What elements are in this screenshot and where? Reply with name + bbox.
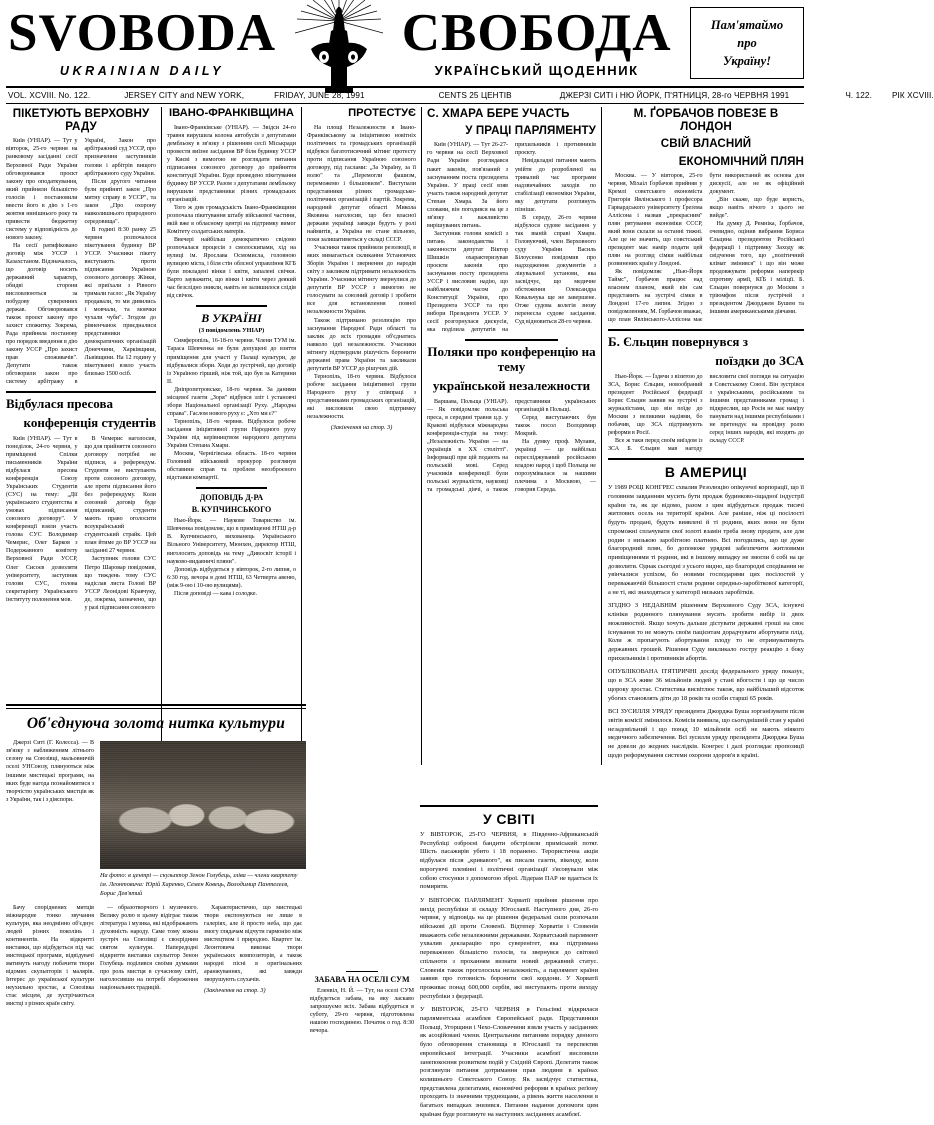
col4-body-2	[427, 398, 596, 494]
section-divider	[196, 487, 267, 489]
america-item: ЗГІДНО З НЕДАВНІМ рішенням Верховного Суду ЗСА, існуючі клініки родинного плянування мусять зробити вибір із двох можливостей. Якщо хочуть дальше дістувати державні гроші на своє існування то не можуть своїм пацієнтам дорадчувати абортувати плід. Коли ж пропагують абортування плоду то не отримуватимуть державних грошей. Рішення Суду викликало гостру реакцію з боку прихильників і противників абортів.	[608, 602, 804, 662]
paragraph: Того ж дня громадськість Івано-Франківщини розпочала пікетування штабу військової частини, якій вже в обласному центрі на підтримку вимог Комітету солдатських матерів.	[167, 205, 296, 236]
fun-section	[310, 968, 414, 1035]
world-item: У ВІВТОРОК, 25-ГО ЧЕРВНЯ, в Південно-Африканській Республіці озброєні бандити обстріляли приміський потяг. Шість пасажирів убито і 18 поранено. Терористична акція відбулася після „кривавого", як писали газети, вікенду, коли ворогуючі племінні і політичні організації з'ясовували між собою стосунки з допомогою зброї. Лідерам ПАР не вдається їх помирити.	[420, 831, 598, 891]
headline-dopovid-line1: ДОПОВІДЬ Д-РА	[199, 493, 264, 503]
paragraph: Київ (УНІАР). — Тут у вівторок, 25-го червня на ранковому засіданні сесії Верховної Ради України обговорювався проєкт закону про оподаткування, який прийняли більшістю голосів і постановили ввести його в дію з 1-го жовтня нинішнього року та привести бюджетну систему у відповідність до нового закону.	[6, 138, 78, 241]
section-divider	[608, 458, 804, 460]
paragraph: Київ (УНІАР). — Тут в понеділок, 24-го червня, у приміщенні Спілки письменників України відбулася пресова конференція Союзу Українських Студентів (СУС) на тему: „Дії українського студентства в умовах підписання союзного договору". У конференції взяли участь голова СУС Володимир Чемерис, Олег Барков з Подержавного комітету Верховної Ради УССР, Олег Сисоєв дозволяти університету, заступник голови СУС, голова секретаріяту Українського інституту полонення мов.	[6, 436, 78, 603]
feature-section	[6, 700, 306, 1008]
paragraph: Все ж таки перед своїм виїздом із ЗСА Б. Єльцин мав нагоду висловити свої погляди на ситуацію в Совєтському Союзі. Він зустрівся з українськими, російськими та іншими представниками громад і підкреслив, що Росія не має наміру панувати над іншими республіками і не претендує на провідну ролю серед інших народів, які входять до складу СССР.	[608, 374, 804, 453]
america-item: ВСІ ЗУСИЛЛЯ УРЯДУ президента Джорджа Буша зорганізувати після звітів комісії змінилося. Комісія виявила, що сьогоднішній стан у країні незадовільний і що понад 10 мільйонів осіб не мають ніякого медичного забезпечення. Всі зусилля уряду президента Джорджа Буша не довели до жодних наслідків. Конгрес і далі розглядає пропозиції щодо реформування системи охорони здоров'я в країні.	[608, 708, 804, 759]
section-divider	[6, 391, 156, 393]
paragraph: Заступник голови комісії з питань законодавства і законности депутат Віктор Шишкін охарактеризував проєкти законів про заснування посту президента УССР і висловив надію, що найближчим часом до Конституції України, про Президента УССР та про вибори Президента УССР. У сесії розгорнулася дискусія, яка поділила депутатів на прихильників і противників проєкту.	[427, 142, 596, 334]
headline-poles-line1: Поляки про конференцію на тему	[427, 344, 596, 374]
headline-gorbachev-line1: М. ҐОРБАЧОВ ПОВЕЗЕ В ЛОНДОН	[633, 107, 779, 134]
column-2	[161, 107, 301, 765]
dateline-rule-bottom	[6, 103, 804, 104]
headline-khmara-line1: С. ХМАРА БЕРЕ УЧАСТЬ	[427, 107, 570, 120]
paragraph: Заступник голови СУС Петро Шаровар повідомив, що тиждень тому СУС надіслав листа Голові ВР УССР Леонідові Кравчуку, де, зокрема, зазначено, що у разі підписання союзного	[84, 556, 156, 611]
masthead-english	[6, 4, 278, 78]
paragraph: Джерзі Ситі (Г. Колесса). — В зв'язку з наближенням літнього сезону на Союзівці, мальовничій оселі УНСоюзу, плянуються між іншими мистецькі програми, на яких буде нагода познайомитися з творчістю українських мистців як з України, так і з діяспори.	[6, 740, 94, 803]
section-title-america: В АМЕРИЦІ	[664, 464, 748, 481]
headline-yeltsin-line2: поїздки до ЗСА	[715, 353, 804, 369]
section-divider	[465, 339, 558, 341]
paragraph: В середу, 26-го червня відбулося судове засідання у так званій справі Хмари. Головуючий, член Верховного суду України Василь Білоусенко повідомив про надходження документів з лікувальної установи, яка засвідчує, що медичне обстеження Олександра Ковальчука ще не завершене. Отже судова колегія знову перенесла судове засідання. Суд відновиться 28-го червня.	[515, 214, 596, 326]
paragraph: Варшава, Польща (УНІАР). — Як повідомляє польська преса, в середині травня ц.р. у Кракові відбулася міжнародна конференція-студія на тему: „Незалежність України — на українців в XX столітті". Інформації при цій подають на польській мові. Серед учасників конференції були польські журналісти, науковці та громадські діячі, а також представники українських організацій в Польщі.	[427, 398, 596, 493]
paragraph: Москва. — У вівторок, 25-го червня, Міхаіл Ґорбачов прийняв у Кремлі совєтського економіста Григорія Явлінського і професора Гарвардського університету Ґреґема Аллісона і назвав „прекрасним" плян рятування економіки СССР, який вони склали за останні тижні. Але це не значить, що совєтський президент має намір подати цей плян на розгляд сімки найбільш розвинених країн у Лондоні.	[608, 172, 703, 268]
masthead-subtitle-uk: УКРАЇНСЬКИЙ ЩОДЕННИК	[434, 63, 639, 79]
column-5	[601, 107, 804, 765]
masthead-ukrainian	[401, 3, 673, 79]
motto-line-1: Пам'ятаймо	[710, 17, 784, 32]
kicker-v-ukraini: В УКРАЇНІ	[201, 311, 262, 326]
paragraph: В годині 8:30 ранку 25 червня розпочалося пікетування будинку ВР УССР. Учасники пікету виступають проти підписання Україною союзного договору. Жінки, які приїхали з Рівного тримали гасло: „Як Україну продавали, то ми дивились і мовчали, та мовчки чухали чуби". Згодом до рівненчанок приєдналися представники демократичних організацій Донеччини, Харківщини, Львівщини. На 12 годину у пікетуванні взяло участь близько 1500 осіб.	[84, 226, 156, 378]
col1-body	[6, 137, 156, 386]
dateline-price: CENTS 25 ЦЕНТІВ	[438, 91, 512, 100]
paragraph: Симферопіль, 16-18-го червня. Члени ТУМ ім. Тараса Шевченка не були допущені до взяття приміщення для участі у Палаці культури, де відбувалися збори. Ходи до зустрічей, що договір із Україною гірший, ніж той, що був за Катерини II.	[167, 338, 296, 385]
continuation-note: (Закінчення на стор. 3)	[330, 423, 393, 431]
dateline-volume: VOL. XCVIII. No. 122.	[8, 91, 91, 100]
col3-body	[307, 124, 416, 421]
dateline-city-uk: ДЖЕРЗІ СИТІ і НЮ ЙОРК, П'ЯТНИЦЯ, 28-го ЧЕРВНЯ 1991	[559, 91, 790, 100]
headline-picket-parliament: ПІКЕТУЮТЬ ВЕРХОВНУ РАДУ	[12, 107, 150, 134]
main-columns	[6, 107, 804, 765]
world-item: У ВІВТОРОК, 25-ГО ЧЕРВНЯ в Гельсінкі відкрилася парляментська асамблея Європейської ради. Представники Польщі, Угорщини і Чехо-Словаччини взяли участь у засіданнях як асоційовані члени. Центральним питанням порядку денного було обговорення становища в Югославії та перспектив европейської інтеграції. Учасники асамблеї висловили занепокоєння розвитком подій у Східній Європі. Делегати також розглянули питання дотримання прав людини в країнах колишнього Совєтського Союзу. Як засвідчує статистика, представлена делегатами, економічні реформи в країнах реґіону проходять із значними труднощами, а рівень життя населення в багатьох випадках знизився. Питання надання допомоги цим країнам буде розглянуте на наступних засіданнях асамблеї.	[420, 1006, 598, 1118]
feature-divider	[6, 704, 306, 709]
col5-body	[608, 172, 804, 325]
paragraph: Бачу споріднених митців міжнародне тонко звучання культури, яка неодмінно об'єднує людей різних поколінь і континентів. На відкритті виставки, що відбудеться під час мистецької програми, відвідувачі матимуть нагоду побачити твори відомих скульпторів і малярів. Інтерес до української культури неухильно зростає, а Союзівка стає місцем, де зустрічаються мистці з різних країн світу.	[6, 905, 94, 1008]
paragraph: Тернопіль, 18-го червня. Відбулося робоче засідання ініціятивної групи Народного руху у співпраці з представниками громадських організацій, які висловили свою підтримку незалежности.	[307, 373, 416, 420]
section-divider	[608, 329, 804, 331]
headline-dopovid-line2: В. КУПЧИНСЬКОГО	[191, 505, 272, 515]
section-divider	[196, 305, 267, 307]
feature-photo	[100, 741, 306, 869]
dateline-year-uk: РІК XCVIII.	[891, 91, 934, 100]
motto-line-2: про	[737, 35, 757, 50]
paragraph: Невідкладні питання мають увійти до розробленої на тривалий час програми надзвичайних заходів по стабілізації економіки України, яку депутати розглянуть пізніше.	[515, 158, 596, 213]
headline-protestuye: ПРОТЕСТУЄ	[348, 107, 416, 119]
paragraph: Нью-Йорк. — Наукове Товариство ім. Шевченка повідомляє, що в приміщенні НТШ д-р В. Купчинського, вихованець Українського Вільного Університету, Мюнхен, директор НТШ, виголосить доповідь на тему „Дивосвіт історії і науково-видавничі пляни".	[167, 518, 296, 565]
column-4	[421, 107, 601, 765]
headline-poles-line2: українськой незалежности	[432, 377, 591, 393]
headline-gorbachev-line3: ЕКОНОМІЧНИЙ ПЛЯН	[678, 154, 804, 168]
motto-line-3: Україну!	[722, 54, 771, 69]
dateline-date-en: FRIDAY, JUNE 28, 1991	[274, 91, 365, 100]
headline-press-conference-line2: конференція студентів	[23, 415, 156, 431]
paragraph: Після доповіді — кава і солодке.	[174, 590, 258, 597]
paragraph: Серед виступаючих був також посол Володимир Мокрий.	[515, 414, 596, 437]
paragraph: — образотворчого і музичного. Велику ролю в цьому відіграє також література і музика, які відображають духовність народу. Саме тому кожна зустріч на Союзівці є своєрідним святом культури. Напередодні відкриття виставки скульптор Зенон Голубець поділився своїми думками про роль мистця в сучасному світі, наголосивши на потребі збереження національних традицій.	[100, 905, 198, 992]
motto-box	[690, 7, 804, 79]
col4-body	[427, 141, 596, 334]
paragraph: На площі Незалежности в Івано-Франківському за ініціятивою новітніх політичних та громадських організацій відбувся багатотисячний мітинг протесту проти підписання Україною союзного договору, під гаслами: „За Україну, за її волю" та „Перемогли фашизм, переможемо і більшовизм". Виступали представники різних громадсько-політичних організацій і партій. Зокрема, народний депутат області Микола Яковина наголосив, що без власної держави українці завжди будуть у ролі наймитів, а Україна не стане вільною, поки залишатиметься у складі СССР.	[307, 124, 416, 244]
headline-yeltsin-line1: Б. Єльцин повернувся з	[608, 334, 748, 350]
section-divider	[346, 971, 377, 972]
paragraph: Учасники також прийняли резолюції, в яких вимагається скликання Установчих Зборів України і звернення до народів світу з закликом підтримати незалежність України. Учасники мітингу звернулися до депутатів ВР УССР з вимогою не голосувати за союзний договір і зробити все для встановлення повної незалежности України.	[307, 245, 416, 316]
paragraph: Доповідь відбудеться у вівторок, 2-го липня, о 6:30 год. вечора в домі НТШ, 63 Четверта авеню, (між 9-ою і 10-ою вулицями).	[167, 566, 296, 589]
col2-body-3	[167, 517, 296, 597]
col2-body-2	[167, 337, 296, 482]
dateline-bar	[6, 88, 934, 103]
dateline-city-en: JERSEY CITY and NEW YORK,	[124, 91, 245, 100]
headline-khmara-line2: У ПРАЦІ ПАРЛЯМЕНТУ	[465, 124, 596, 138]
paragraph: В Чемерис наголосив, що для прийняття союзного договору потрібні не підписи, а референдум. Студенти не виступають проти союзного договору, але проти підписання його без референдуму. Коли союзний договір буде підписаний, студенти мають право оголосити всеукраїнський студентський страйк. Цей план йтиме до ВР УССР на засіданні 27 червня.	[84, 436, 156, 555]
kicker-source: (З повідомлень УНІАР)	[198, 327, 265, 335]
paragraph: Також підтримано резолюцію про заснування Народної Ради області та заклик до всіх громадян об'єднатись навколо ідеї незалежности. Учасники мітингу підтвердили рішучість боронити державні права України та закликали депутатів ВР УССР до рішучих дій.	[307, 317, 416, 372]
paragraph: Еленвіл, Н. Й. — Тут, на оселі СУМ відбудеться забава, на яку ласкаво запрошуємо всіх. Забава відбудеться в суботу, 29-го червня, підготовлена нашою господинею. Початок о год. 8:30 вечора.	[310, 988, 414, 1035]
america-item: У 1989 РОЦІ КОНГРЕС схвалив Резолюцію опікунчої корпорації, що її головним завданням мусить бути продаж будинково-ощадної індустрії країни та, як це відомо, разом з цим відбудеться продаж тисячі житлових осель на території країни. Але раніше, ніж ці посілості будуть продані, будуть виявлені й ті родини, яких вони не були спроможні сплачувати свої золоті взамін треба знову продати, але для родин з низькою заробітною платнею. Всі погодились, що це дуже благородний плян, бо допоможе урядові забезпечити житловими приміщеннями ті родини, які в іншому випадку не змогли б собі на це дозволити. Однак сьогодні з усього видно, що благородні сподівання не увінчалися успіхом, бо новими господарями цих посілостей у переважаючій більшості стали родини середньо-заробіткової категорії, а не ті, які знаходяться у категорії низьких заробітків.	[608, 484, 804, 596]
headline-zabava: ЗАБАВА НА ОСЕЛІ СУМ	[314, 975, 410, 984]
headline-ivano-frankivshchyna: ІВАНО-ФРАНКІВЩИНА	[168, 107, 295, 119]
dateline-number-uk: Ч. 122.	[845, 91, 872, 100]
paragraph: На сесії ратифіковано договір між УССР і Казахстаном. Відзначалось, що договір носить державний характер, обидві сторони висловлюються за побудову суверенних держав. Обговорювався також проєкт закону про захист спожитку. Зокрема, Рада прийняла постанову про порядок введення в дію закону УССР „Про захист прав споживачів". Депутати також обговорили закон про систему арбітражу в Україні, Закон про арбітражний суд УССР, про призначення заступників голови і арбітрів вищого арбітражного суду України.	[6, 138, 156, 386]
headline-gorbachev-line2: СВІЙ ВЛАСНИЙ	[660, 137, 752, 151]
paragraph: „Він скаже, що буде користь, якщо навіть нічого з цього не вийде".	[709, 196, 804, 219]
america-item: ОПУБЛІКОВАНА П'ЯТІРИЧНІ дослід федерального уряду показує, що в ЗСА живе 36 мільйонів людей у стані вбогости і що це число щороку зростає. Статистика висвітлює також, що найбільший відсоток убогих становлять діти до 18 років та особи старші 65 років.	[608, 668, 804, 702]
world-section	[420, 800, 598, 1125]
masthead-title-en: SVOBODA	[7, 4, 277, 63]
col5-body-2	[608, 373, 804, 453]
paragraph: Тернопіль, 18-го червня. Відбулося робоче засідання ініціятивної групи Народного руху України під керівництвом народного депутата України Степана Хмари.	[167, 418, 296, 449]
statue-of-liberty-emblem	[289, 0, 389, 95]
section-title-world: У СВІТІ	[483, 811, 535, 827]
paragraph: Київ (УНІАР). — Тут 26-27-го червня на сесії Верховної Ради України розглядався пакет законів, пов'язаний з заснуванням поста президента України. У праці сесії взяв участь також народний депутат Степан Хмара. За його словами, він погодився на це з зв'язку з важливістю вирішуваних питань.	[427, 142, 508, 229]
paragraph: Дніпропетровське, 18-го червня. За даними місцевої газети „Зоря" відбувся зліт і установчі збори Національної організації Руху. „Народна справа". Гаслом нового руху є: „Хто ми є?"	[167, 386, 296, 417]
paragraph: Івано-Франківське (УНІАР). — Звідси 24-го травня вирушила колона автобусів з депутатами дембльоку в зв'язку з рішенням сесії Міськради провести виїзне засідання ВР біля будинку УССР у Києві з вимогою не розглядати питання підписання союзного договору до прийняття конституції України. Буде проведено пікетування будинку ВР УССР. Разом з депутатами лембльоку вирушили представники різних громадських організацій.	[167, 124, 296, 204]
headline-press-conference-line1: Відбулася пресова	[6, 396, 114, 412]
paragraph: Ввечері найбільш демократично свідомо розпочалася процесія з смолоскипами, хід на вулиці ім. Ярослава Осмомисла, головною вулицею міста, і біля стін облсної управління КГБ були покладені вінки і квіти, запалені свічки. Варто зауважити, що вінки і квіти через деякий час безслідно зникли, навіть не залишилося слідів від свічок.	[167, 237, 296, 300]
column-1	[6, 107, 161, 765]
masthead-subtitle-en: UKRAINIAN DAILY	[59, 63, 225, 78]
photo-caption: На фото: в центрі — скульптор Зенон Голубець, зліва — члени квартету ім. Леонтовича: Юрій Харенко, Семен Ковець, Володимир Пантелеєв, Борис Дев'ятий	[100, 872, 298, 897]
paragraph: На думку Д. Ремніка, Ґорбачов, очевидно, оцінив вибрання Бориса Єльцина президентом Російської федерації і підтримку Заходу як свідчення того, що „політичний клімат змінився" і що він може продовжувати реформи наперекір спротиву армії, КҐБ і міліції. Б. Єльцин повернувся до Москви з тріюмфом після зустрічей з президентом Джорджем Бушем та іншими американськими діячами.	[709, 221, 804, 316]
world-item: У ВІВТОРОК ПАРЛЯМЕНТ Хорватії прийняв рішення про вихід республіки зі складу Югославії. Наступного дня, 26-го червня, у відповідь на це рішення федеральні сили розпочали військові дії проти Словенії. Відтепер Хорватія і Словенія вважають себе незалежними державами. Хорватський парлямент ухвалив декларацію про суверенітет, яка підтримана переважною більшістю голосів, та звернувся до світової спільноти з проханням визнати новий державний статус. Словенія також проголосила незалежність, а парлямент країни заявив про готовність боронити свої кордони. У Хорватії проживає понад 600,000 сербів, які виступають проти виходу республіки з федерації.	[420, 896, 598, 1000]
col1-body-2	[6, 435, 156, 612]
paragraph: Характеристично, що мистецькі твори експонуються не лише в галеріях, але й просто неба, що дає змогу глядачам відчути гармонію між мистецтвом і природою. Квартет ім. Леонтовича виконає твори українських композиторів, а також народні пісні в оригінальних аранжуваннях, які завжди зворушують слухачів.	[204, 905, 302, 984]
paragraph: Нью-Йорк. — Їздячи з візитою до ЗСА, Борис Єльцин, новообраний президент Російської федерації Борис Єльцин заявив на зустрічі з журналістами, що він поїде до Москви з великими надіями, бо побачив, що ЗСА підтримують реформи в Росії.	[608, 374, 703, 437]
masthead	[6, 4, 804, 82]
paragraph: Після другого читання були прийняті закон „Про митну справу в УССР", та закон „Про охорону навколишнього природного середовища".	[84, 178, 156, 225]
col2-body	[167, 124, 296, 301]
masthead-title-uk: СВОБОДА	[401, 3, 672, 62]
column-3	[301, 107, 421, 765]
paragraph: Як повідомляє „Нью-Йорк Таймс", Ґорбачов працює над власним планом, який він сам представить на зустрічі сімки в Лондоні 17-го липня. Згідно з повідомленням, М. Ґорбачов вважає, що план Явлінського-Аллісона має бути використаний як основа для дискусії, але не як офіційний документ.	[608, 172, 804, 324]
feature-title: Об'єднуюча золота нитка культури	[26, 715, 286, 733]
feature-continuation: (Закінчення на стор. 3)	[204, 987, 266, 995]
paragraph: Москва, Чернігівська область. 18-го червня Головний військовий прокурор розглянув обставини справ та проблем неозброєного відставки компартії.	[167, 450, 296, 481]
paragraph: На думку проф. Мулави, українці — це найбільш пересліджуваний російською владою народ і щоб Польща не порозумівалася за нашими плечима з Москвою, — говорив Середа.	[515, 438, 596, 493]
section-divider	[420, 805, 598, 807]
